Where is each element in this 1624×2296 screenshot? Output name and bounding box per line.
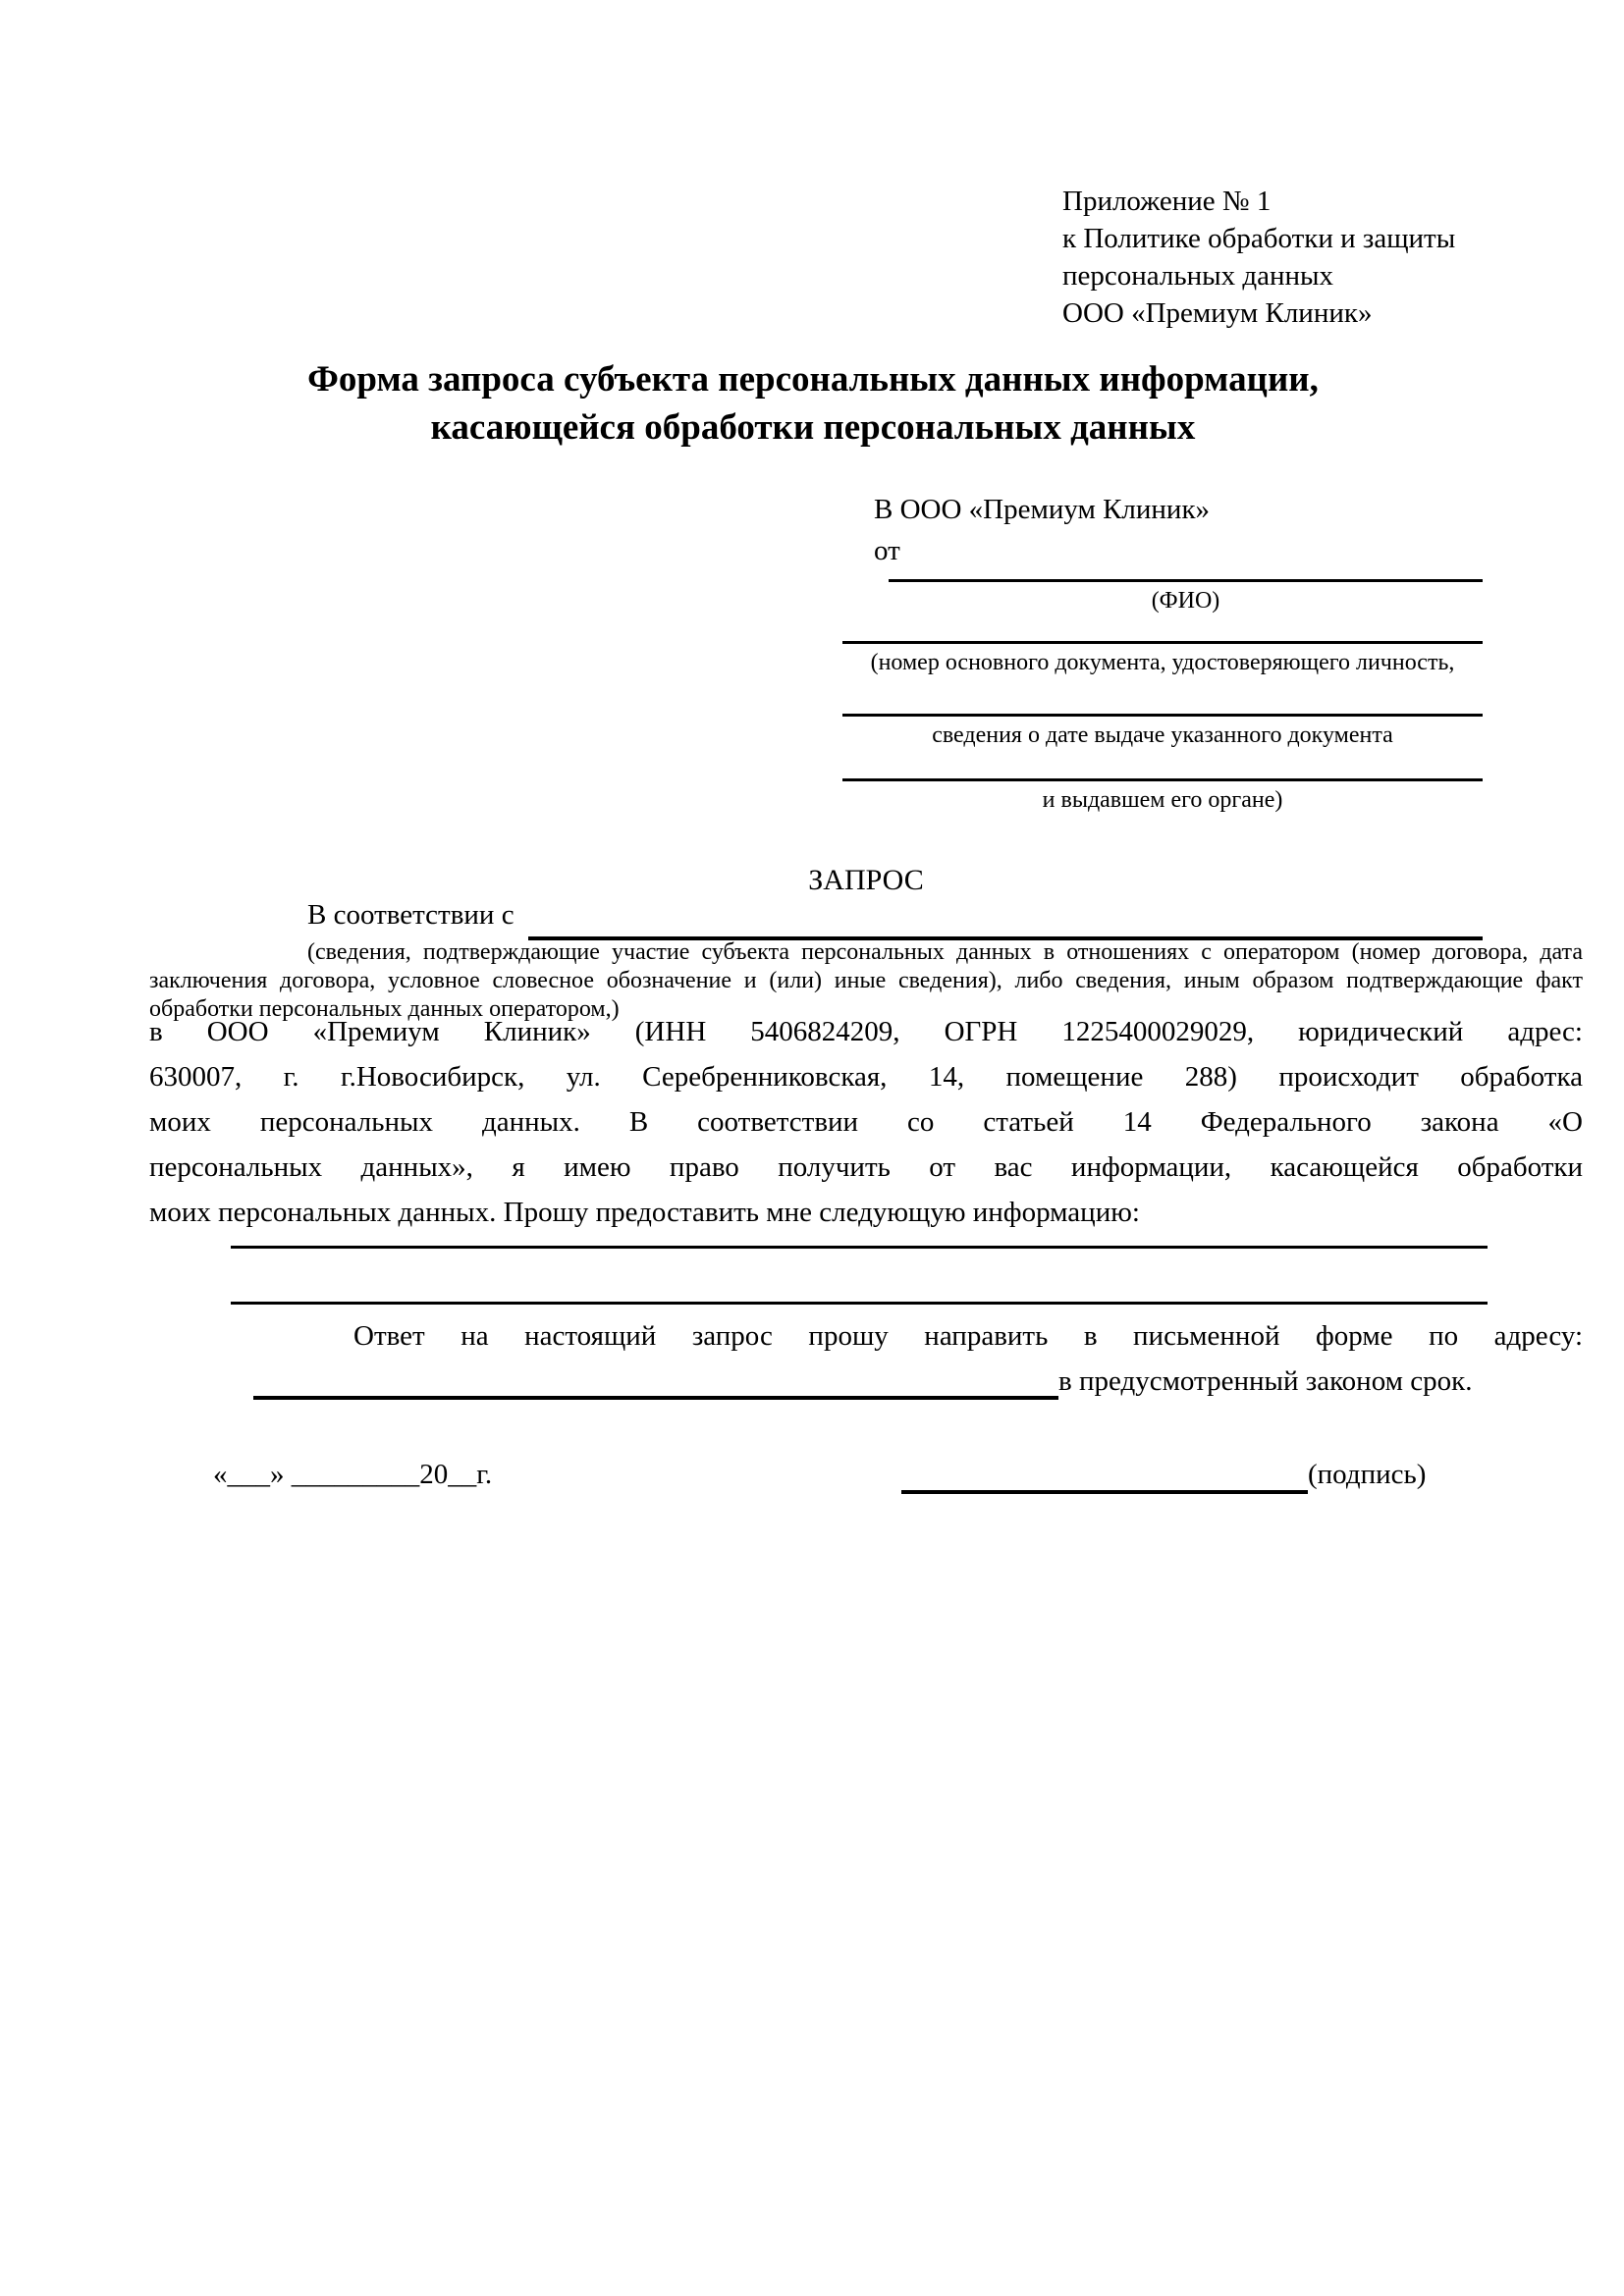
date-blank: «___» _________20__г. bbox=[213, 1459, 493, 1490]
intro-underline bbox=[528, 899, 1483, 940]
addressee-to: В ООО «Премиум Клиник» bbox=[874, 494, 1211, 525]
document-number-caption: (номер основного документа, удостоверяющего личность, bbox=[870, 650, 1455, 675]
blank-line-1 bbox=[231, 1246, 1488, 1249]
appendix-line: ООО «Премиум Клиник» bbox=[1062, 297, 1373, 329]
issuing-authority-caption: и выдавшем его органе) bbox=[1042, 787, 1283, 813]
document-title bbox=[120, 355, 1506, 452]
body-line: в ООО «Премиум Клиник» (ИНН 5406824209, ОГРН 1225400029029, юридический адрес: bbox=[149, 1016, 1583, 1047]
fio-caption: (ФИО) bbox=[1151, 588, 1220, 614]
issuing-authority-field bbox=[842, 778, 1483, 814]
body-line: 630007, г. г.Новосибирск, ул. Серебренниковская, 14, помещение 288) происходит обработка bbox=[149, 1061, 1583, 1093]
fio-underline bbox=[889, 579, 1483, 582]
fio-field bbox=[889, 579, 1483, 614]
appendix-line: Приложение № 1 bbox=[1062, 186, 1272, 217]
title-line-2: касающейся обработки персональных данных bbox=[430, 407, 1196, 448]
reply-address-underline bbox=[253, 1359, 1058, 1400]
body-line: моих персональных данных. Прошу предоставить мне следующую информацию: bbox=[149, 1197, 1140, 1228]
signature-row bbox=[901, 1459, 1426, 1494]
issue-date-underline bbox=[842, 714, 1483, 717]
request-heading: ЗАПРОС bbox=[808, 864, 924, 896]
title-line-1: Форма запроса субъекта персональных данных информации, bbox=[307, 359, 1319, 400]
body-paragraph bbox=[149, 1009, 1583, 1235]
issuing-authority-underline bbox=[842, 778, 1483, 781]
body-line: моих персональных данных. В соответствии со статьей 14 Федерального закона «О bbox=[149, 1106, 1583, 1138]
document-number-underline bbox=[842, 641, 1483, 644]
reply-line-2 bbox=[149, 1359, 1583, 1404]
signature-caption: (подпись) bbox=[1308, 1459, 1427, 1490]
body-line: персональных данных», я имею право получить от вас информации, касающейся обработки bbox=[149, 1151, 1583, 1183]
footnote-line: заключения договора, условное словесное обозначение и (или) иные сведения), либо сведения, иным образом подтверждающие факт bbox=[149, 968, 1583, 993]
reply-line-1: Ответ на настоящий запрос прошу направить в письменной форме по адресу: bbox=[353, 1320, 1583, 1352]
issue-date-field bbox=[842, 714, 1483, 749]
addressee-from-label: от bbox=[874, 535, 900, 566]
appendix-line: персональных данных bbox=[1062, 260, 1334, 292]
intro-line bbox=[307, 899, 1483, 942]
footnote-line: (сведения, подтверждающие участие субъекта персональных данных в отношениях с оператором (номер договора, дата bbox=[307, 939, 1583, 965]
appendix-line: к Политике обработки и защиты bbox=[1062, 223, 1456, 254]
document-number-field bbox=[842, 641, 1483, 676]
footnote-line: обработки персональных данных оператором,) bbox=[149, 996, 620, 1022]
blank-line-2 bbox=[231, 1302, 1488, 1305]
reply-paragraph bbox=[149, 1313, 1583, 1404]
addressee-block bbox=[874, 489, 1210, 571]
appendix-block bbox=[1062, 183, 1455, 332]
intro-prefix: В соответствии с bbox=[307, 899, 514, 931]
reply-line-2-text: в предусмотренный законом срок. bbox=[1058, 1365, 1473, 1397]
issue-date-caption: сведения о дате выдаче указанного документа bbox=[932, 722, 1393, 748]
signature-underline bbox=[901, 1459, 1308, 1494]
